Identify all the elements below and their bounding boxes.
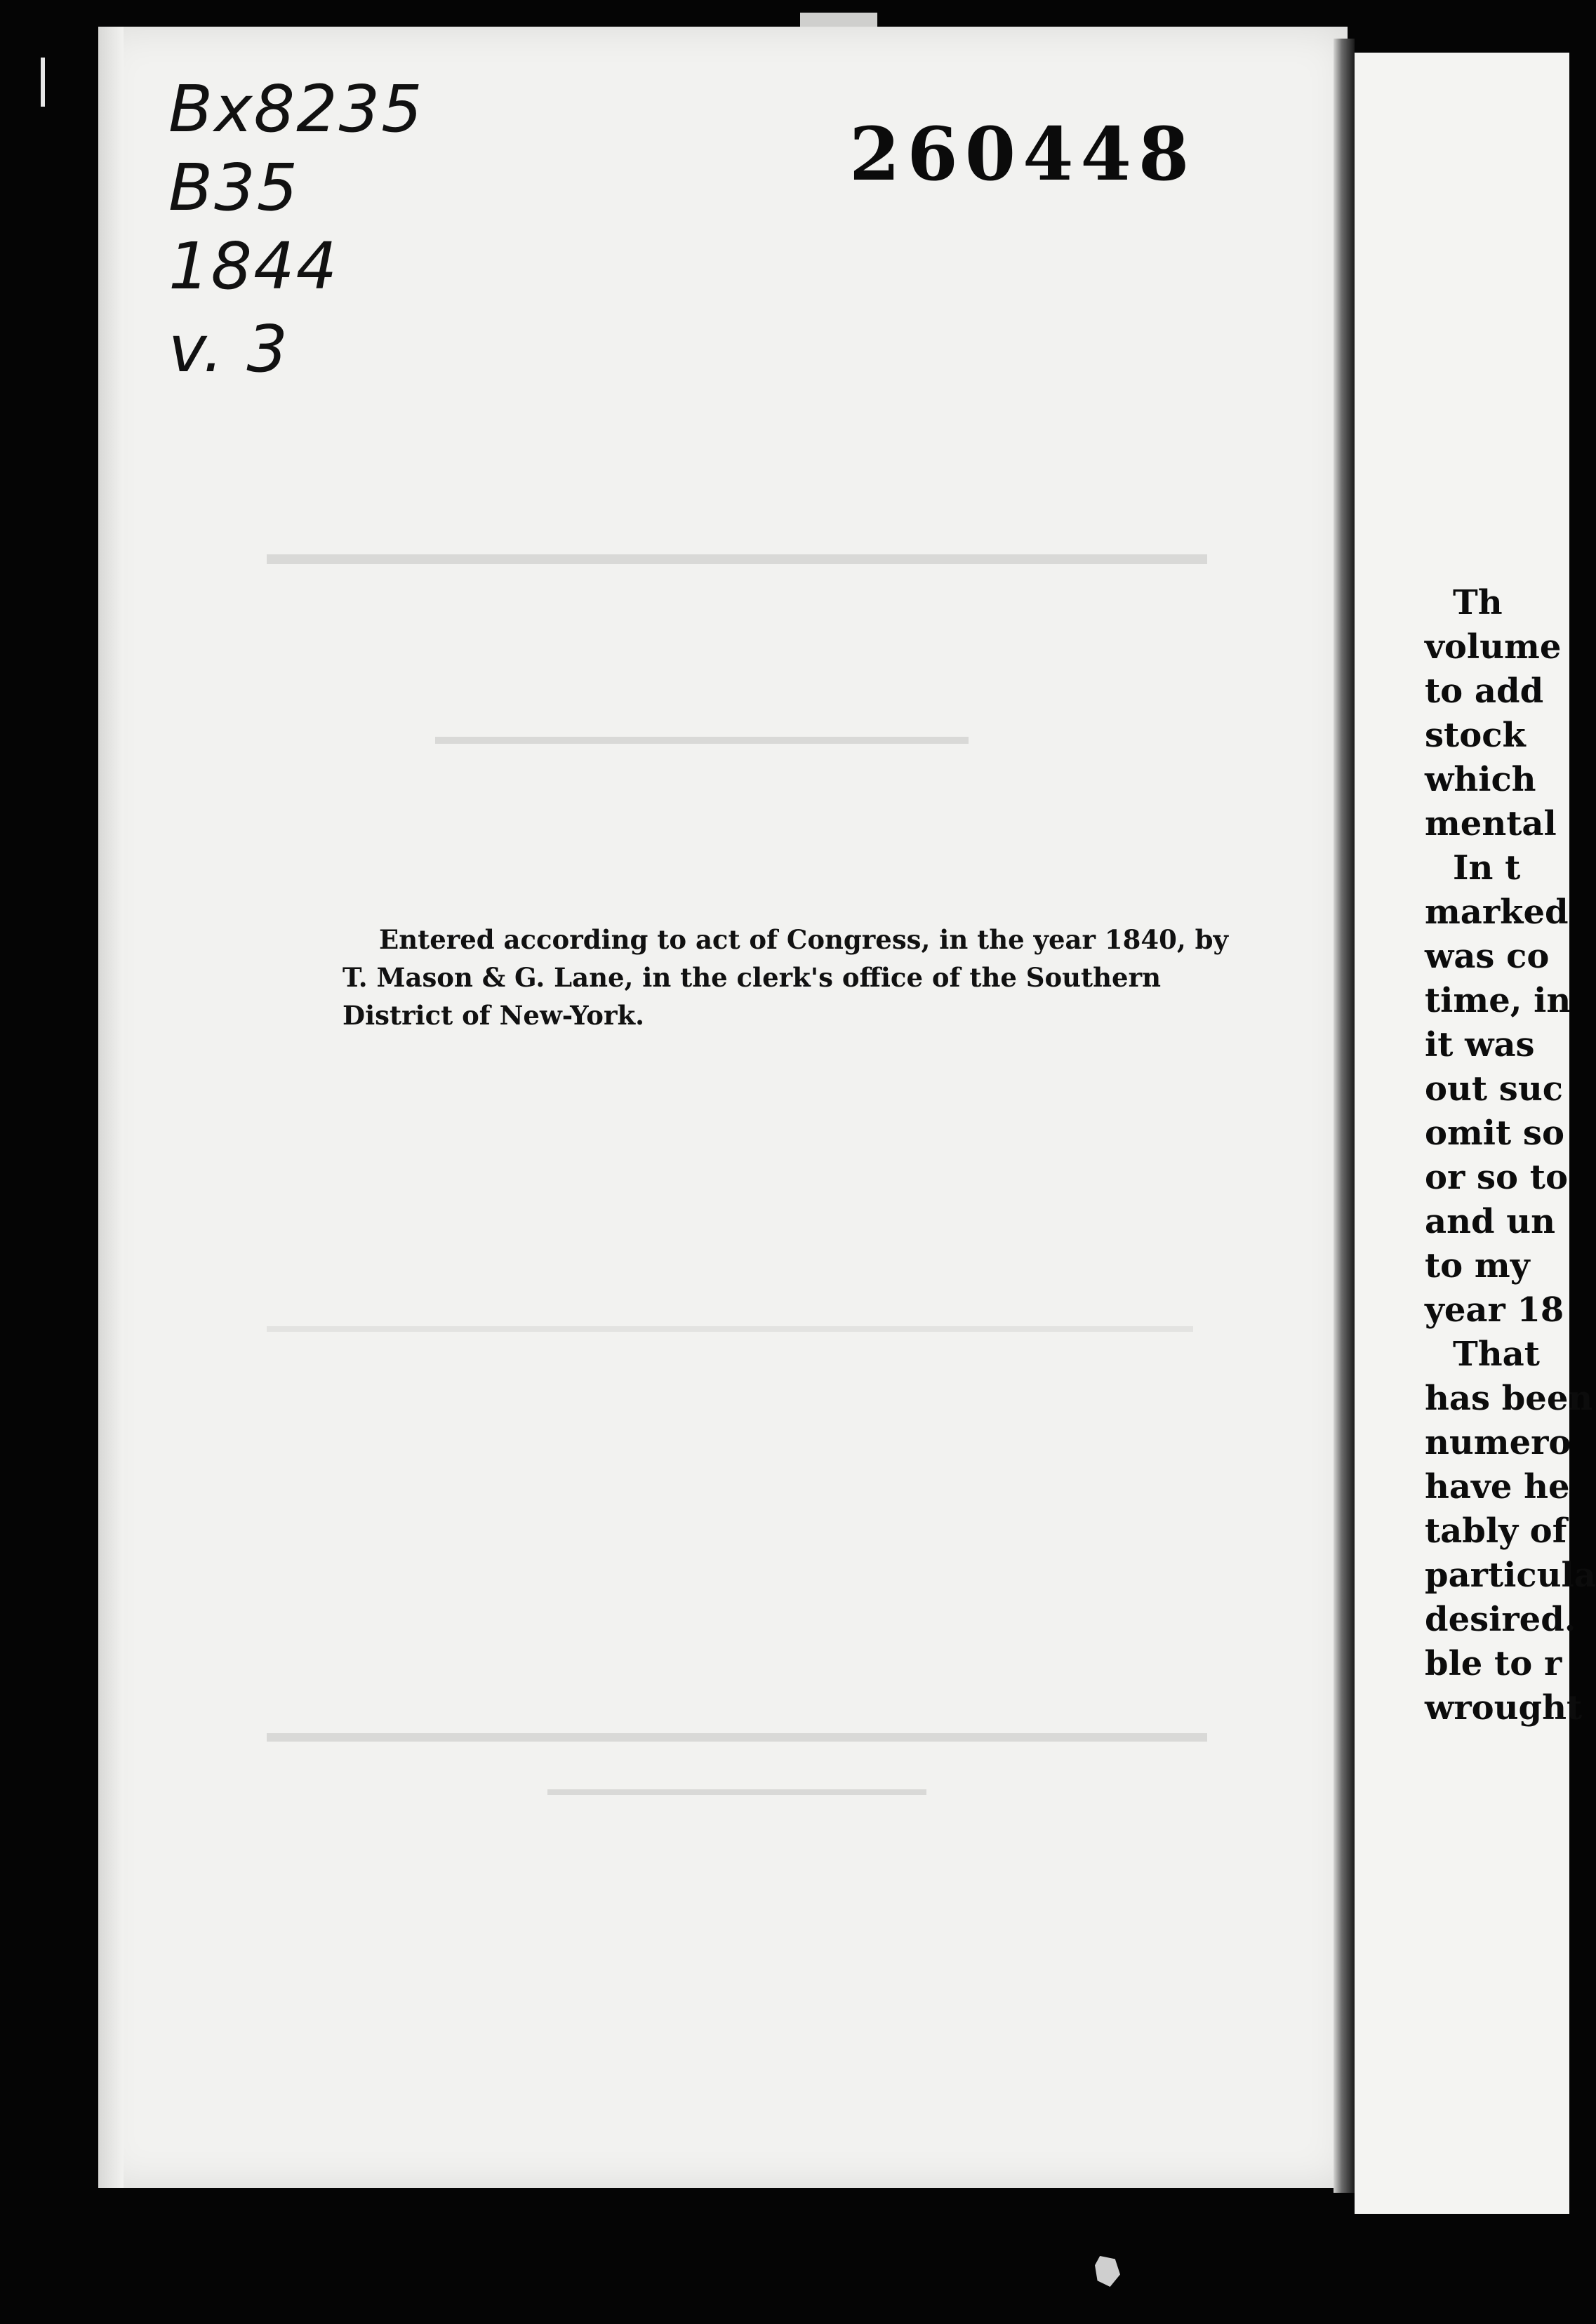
right-page-line: mental (1425, 804, 1557, 843)
right-page-line: wrought (1425, 1688, 1583, 1728)
right-page-line: ble to r (1425, 1644, 1562, 1683)
right-page-line: particula (1425, 1556, 1596, 1595)
margin-mark (41, 58, 45, 107)
bleed-through-imprint (267, 1733, 1207, 1742)
bleed-through-author (435, 737, 969, 744)
right-page-line: tably of (1425, 1511, 1567, 1551)
copyright-line: District of New-York. (343, 1000, 644, 1031)
right-page-line: That (1453, 1335, 1540, 1374)
right-page-line: which (1425, 760, 1536, 799)
right-page-line: or so to (1425, 1158, 1568, 1197)
book-gutter-shadow (1334, 39, 1355, 2193)
bleed-through-note (267, 1326, 1193, 1332)
bleed-through-address (547, 1789, 926, 1795)
right-page-line: desired. (1425, 1600, 1576, 1639)
right-page-line: volume (1425, 627, 1562, 667)
right-page-line: year 18 (1425, 1290, 1564, 1330)
right-page-line: numero (1425, 1423, 1571, 1462)
call-number-line: B35 (168, 150, 300, 225)
right-page-line: stock (1425, 716, 1526, 755)
right-page-line: Th (1453, 583, 1503, 622)
right-page-line: have he (1425, 1467, 1570, 1507)
call-number-line: 1844 (168, 229, 339, 304)
right-page-line: has been (1425, 1379, 1593, 1418)
bleed-through-title (267, 554, 1207, 564)
right-page-line: In t (1453, 848, 1521, 888)
right-page-line: time, in (1425, 981, 1571, 1020)
right-page-line: it was (1425, 1025, 1535, 1064)
scan-debris (1095, 2256, 1120, 2287)
copyright-line: T. Mason & G. Lane, in the clerk's office of the Southern (343, 962, 1161, 993)
left-page-edge (98, 27, 124, 2188)
right-page-line: to add (1425, 672, 1544, 711)
copyright-notice (343, 921, 1229, 1034)
copyright-line: Entered according to act of Congress, in the year 1840, by (379, 924, 1229, 955)
right-page-line: marked (1425, 893, 1569, 932)
right-page-line: was co (1425, 937, 1550, 976)
right-page-line: to my (1425, 1246, 1530, 1285)
right-page-line: and un (1425, 1202, 1556, 1241)
right-page-line: out suc (1425, 1069, 1563, 1109)
call-number-line: v. 3 (168, 312, 289, 387)
handwritten-call-number (168, 70, 424, 389)
call-number-line: Bx8235 (168, 72, 424, 147)
right-page-line: omit so (1425, 1114, 1564, 1153)
accession-stamp: 260448 (849, 111, 1197, 197)
right-page-text (1425, 581, 1596, 1730)
